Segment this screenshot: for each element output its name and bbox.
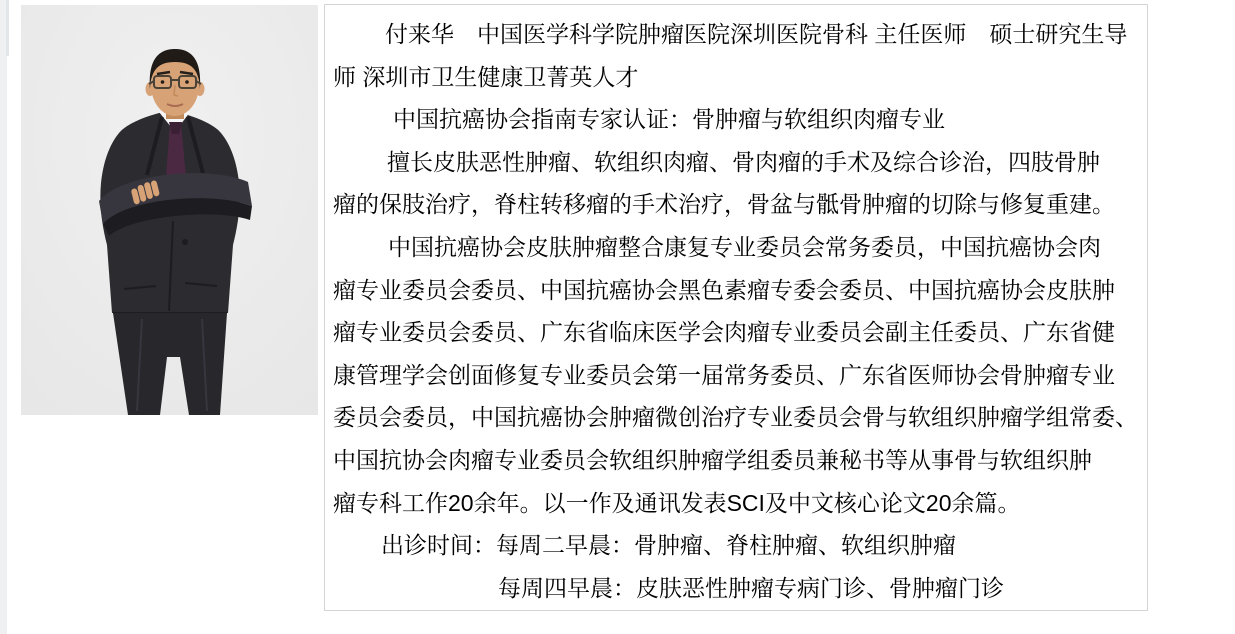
bio-line: 瘤的保肢治疗，脊柱转移瘤的手术治疗，骨盆与骶骨肿瘤的切除与修复重建。 [333,191,1115,218]
doctor-portrait-illustration [21,5,318,415]
bio-line: 中国抗癌协会皮肤肿瘤整合康复专业委员会常务委员，中国抗癌协会肉 [388,233,1101,260]
jacket-button [182,239,188,245]
bio-line: 瘤专业委员会委员、中国抗癌协会黑色素瘤专委会委员、中国抗癌协会皮肤肿 [333,276,1115,303]
eye-right [185,80,189,84]
bio-line: 瘤专科工作20余年。以一作及通讯发表SCI及中文核心论文20余篇。 [333,489,1021,516]
bio-lines [333,13,1147,609]
bio-text-box [324,4,1148,611]
bio-line: 出诊时间：每周二早晨：骨肿瘤、脊柱肿瘤、软组织肿瘤 [381,532,956,559]
bio-line: 康管理学会创面修复专业委员会第一届常务委员、广东省医师协会骨肿瘤专业 [333,361,1115,388]
eye-left [161,80,165,84]
bio-line: 师 深圳市卫生健康卫菁英人才 [333,63,639,90]
bio-line: 中国抗癌协会指南专家认证：骨肿瘤与软组织肉瘤专业 [393,106,945,133]
bio-line: 中国抗协会肉瘤专业委员会软组织肿瘤学组委员兼秘书等从事骨与软组织肿 [333,446,1092,473]
bio-line: 付来华 中国医学科学院肿瘤医院深圳医院骨科 主任医师 硕士研究生导 [385,21,1128,47]
bio-line: 委员会委员，中国抗癌协会肿瘤微创治疗专业委员会骨与软组织肿瘤学组常委、 [333,404,1138,431]
bio-line: 擅长皮肤恶性肿瘤、软组织肉瘤、骨肉瘤的手术及综合诊治，四肢骨肿 [387,148,1100,175]
bio-line: 每周四早晨：皮肤恶性肿瘤专病门诊、骨肿瘤门诊 [498,574,1004,601]
bio-line: 瘤专业委员会委员、广东省临床医学会肉瘤专业委员会副主任委员、广东省健 [333,319,1115,346]
page-left-edge-strip [0,0,7,634]
doctor-photo [21,5,318,415]
